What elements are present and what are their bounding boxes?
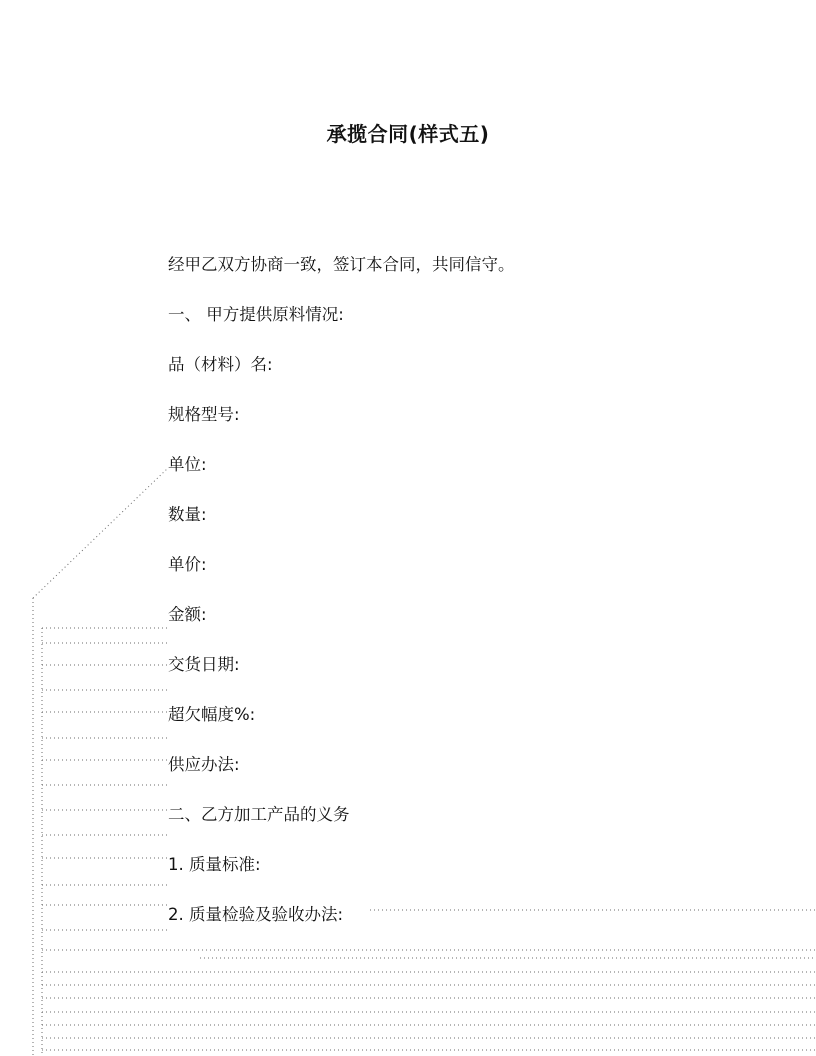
- section-heading-1: 一、 甲方提供原料情况:: [168, 305, 344, 324]
- item-inspection-method: 2. 质量检验及验收办法:: [168, 905, 344, 924]
- field-amount: 金额:: [168, 605, 207, 624]
- field-delivery-date: 交货日期:: [168, 655, 240, 674]
- document-title: 承揽合同(样式五): [326, 122, 490, 146]
- field-supply-method: 供应办法:: [168, 755, 240, 774]
- field-quantity: 数量:: [168, 505, 207, 524]
- field-spec-model: 规格型号:: [168, 405, 240, 424]
- field-tolerance: 超欠幅度%:: [168, 705, 256, 724]
- item-quality-standard: 1. 质量标准:: [168, 855, 261, 874]
- field-unit: 单位:: [168, 455, 207, 474]
- intro-line: 经甲乙双方协商一致，签订本合同，共同信守。: [168, 255, 515, 274]
- section-heading-2: 二、乙方加工产品的义务: [168, 805, 350, 824]
- field-material-name: 品（材料）名:: [168, 355, 273, 374]
- field-unit-price: 单价:: [168, 555, 207, 574]
